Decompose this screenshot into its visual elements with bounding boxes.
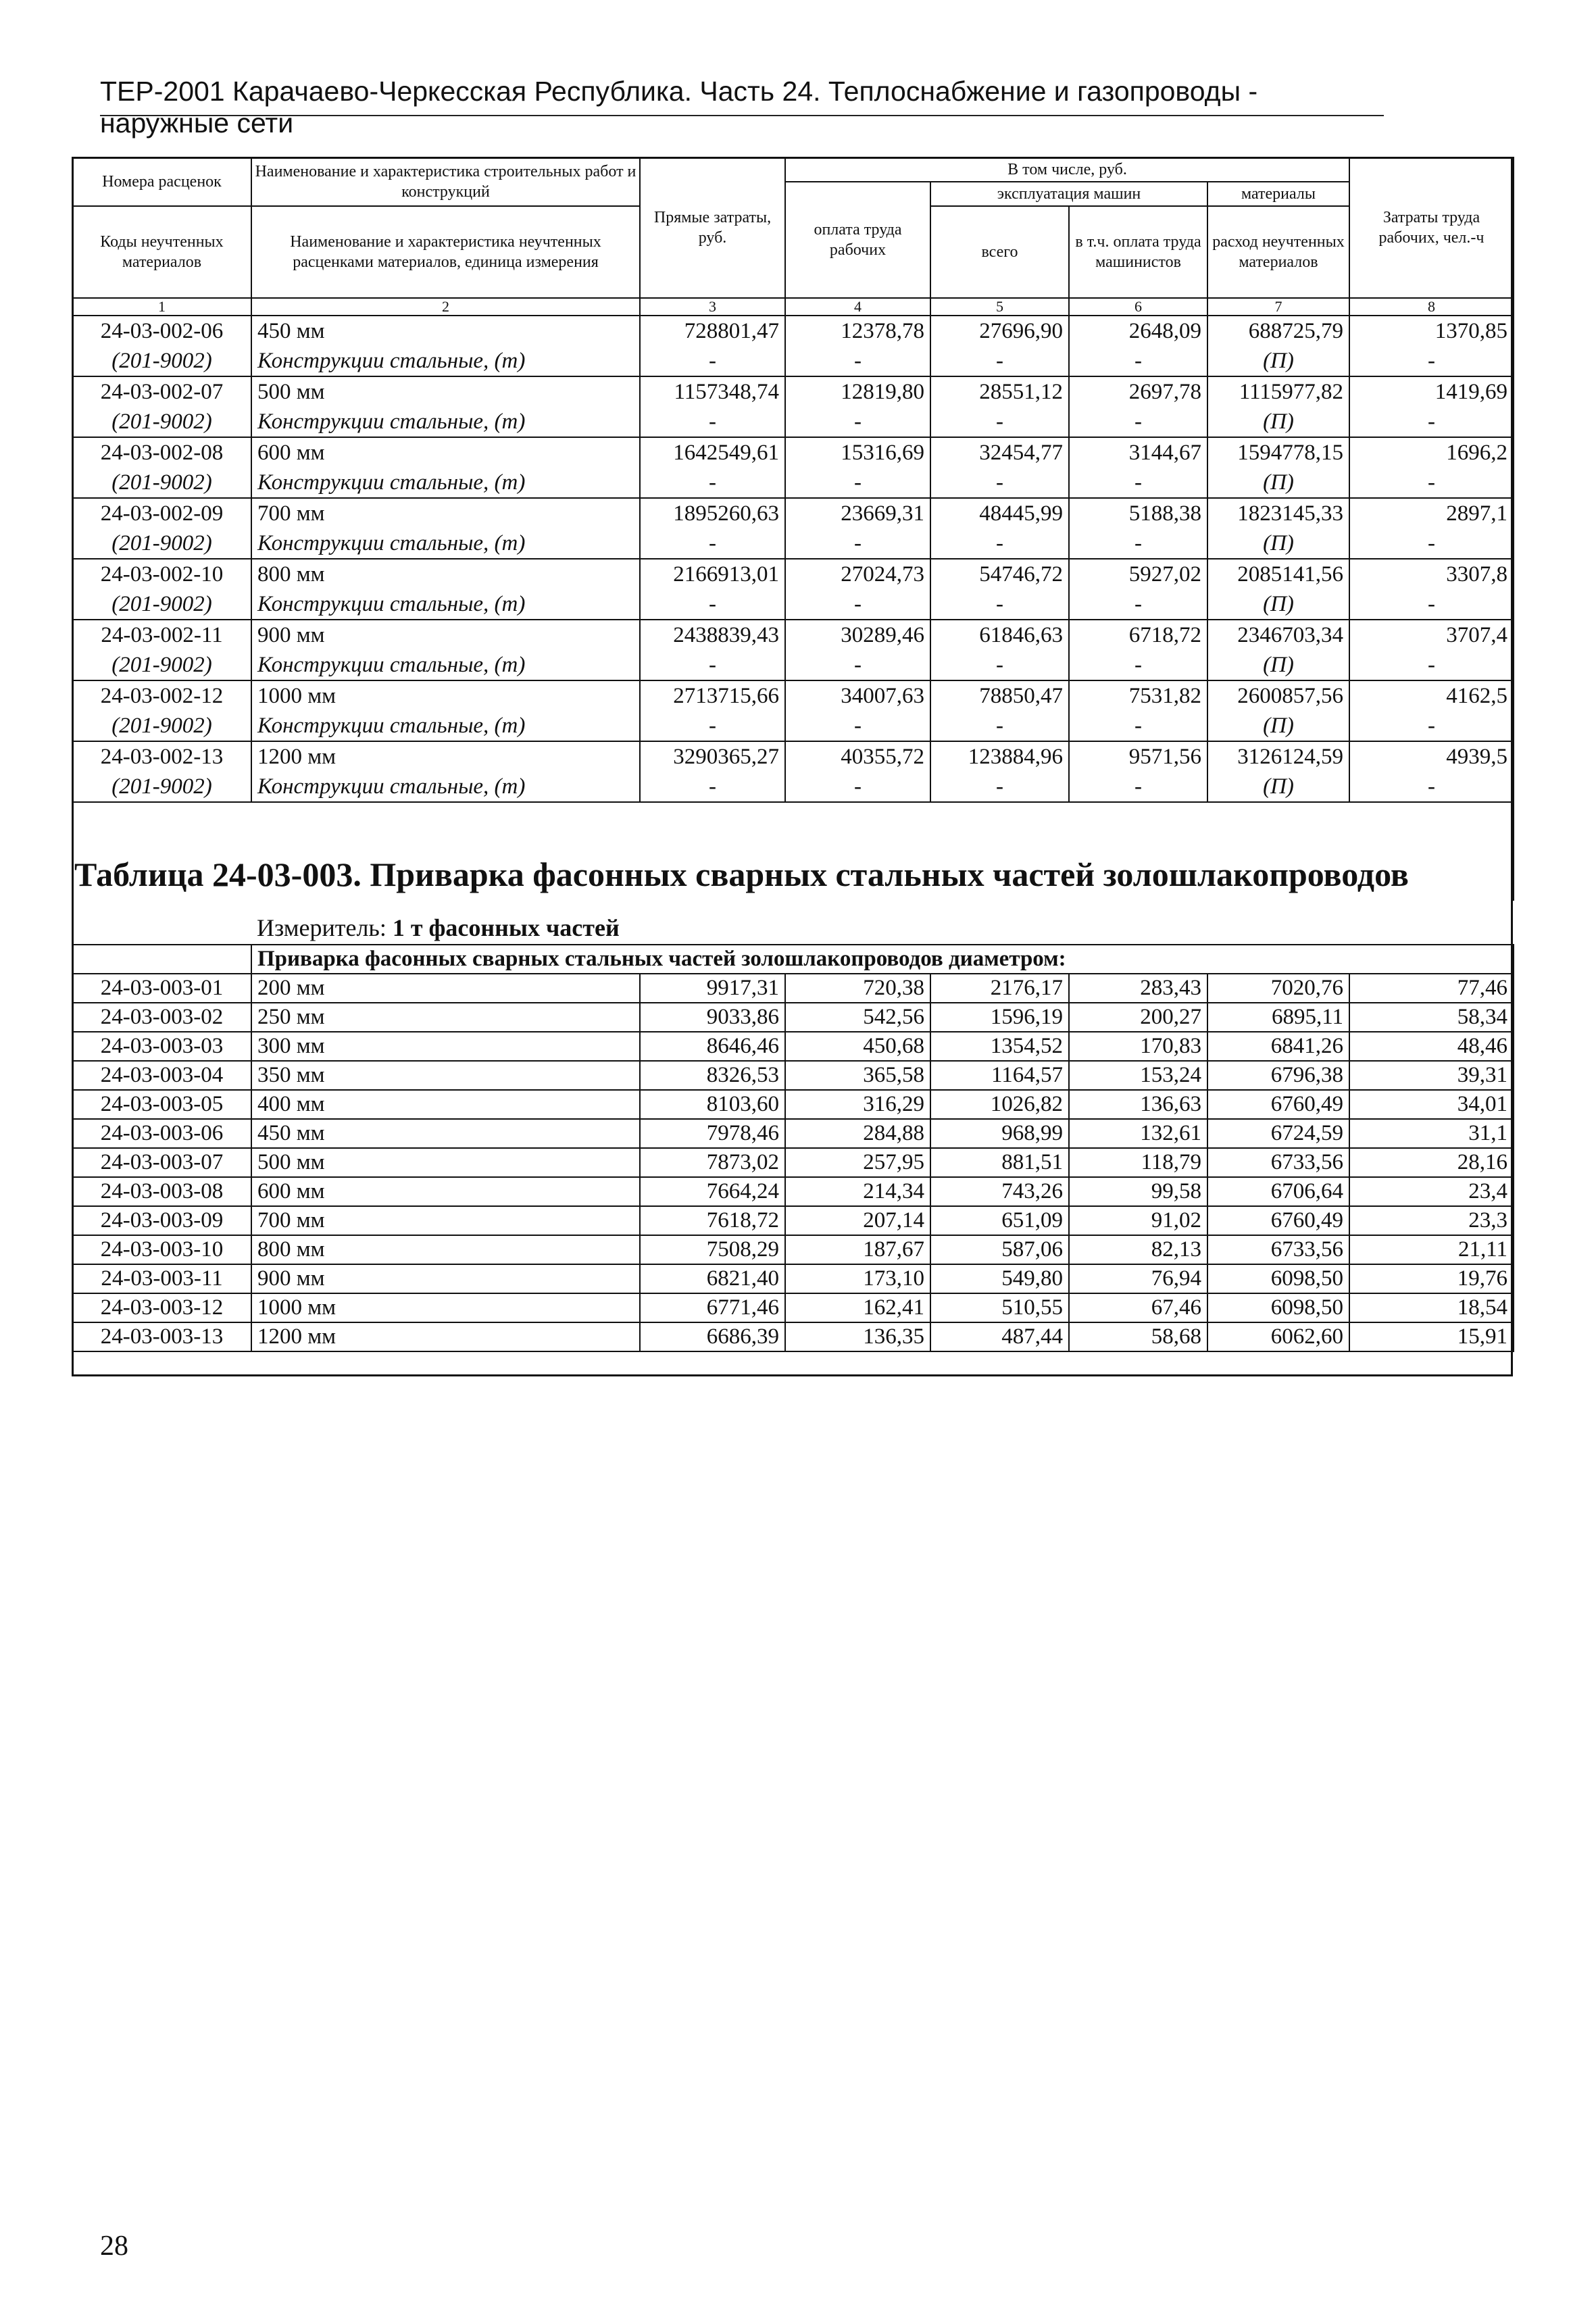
rate-code: 24-03-002-11 xyxy=(72,620,251,650)
direct-cost: 8326,53 xyxy=(640,1061,785,1090)
col-number: 6 xyxy=(1069,298,1207,316)
table-row xyxy=(72,1090,1514,1119)
rate-name: 600 мм xyxy=(251,1177,640,1206)
labor-hours: 3707,4 xyxy=(1349,620,1514,650)
material-name: Конструкции стальные, (т) xyxy=(251,468,640,498)
table-row xyxy=(72,1032,1514,1061)
dash-value: - xyxy=(1349,589,1514,620)
labor-hours: 3307,8 xyxy=(1349,559,1514,589)
col-number: 8 xyxy=(1349,298,1514,316)
dash-value: - xyxy=(1349,528,1514,559)
rate-name: 250 мм xyxy=(251,1003,640,1032)
table-24-03-003-title: Таблица 24-03-003. Приварка фасонных сварных стальных частей золошлакопроводов xyxy=(74,855,1409,893)
dash-value: - xyxy=(640,589,785,620)
labor-hours: 31,1 xyxy=(1349,1119,1514,1148)
labor-cost: 187,67 xyxy=(785,1235,930,1264)
rate-name: 700 мм xyxy=(251,498,640,528)
table-row xyxy=(72,741,1514,772)
material-name: Конструкции стальные, (т) xyxy=(251,711,640,741)
measure-unit-label: Измеритель: xyxy=(257,914,393,941)
rate-name: 200 мм xyxy=(251,974,640,1003)
rate-code: 24-03-003-11 xyxy=(72,1264,251,1293)
rate-name: 500 мм xyxy=(251,376,640,407)
material-code: (201-9002) xyxy=(72,407,251,437)
labor-cost: 257,95 xyxy=(785,1148,930,1177)
dash-value: - xyxy=(1069,589,1207,620)
dash-value: - xyxy=(640,346,785,376)
machine-cost: 48445,99 xyxy=(930,498,1069,528)
col-number: 5 xyxy=(930,298,1069,316)
machine-cost: 881,51 xyxy=(930,1148,1069,1177)
labor-hours: 34,01 xyxy=(1349,1090,1514,1119)
direct-cost: 7618,72 xyxy=(640,1206,785,1235)
dash-value: - xyxy=(1069,407,1207,437)
col-number: 1 xyxy=(72,298,251,316)
material-code: (201-9002) xyxy=(72,468,251,498)
rate-name: 350 мм xyxy=(251,1061,640,1090)
labor-hours: 58,34 xyxy=(1349,1003,1514,1032)
machine-cost: 61846,63 xyxy=(930,620,1069,650)
dash-value: - xyxy=(1069,650,1207,680)
labor-cost: 542,56 xyxy=(785,1003,930,1032)
material-subrow xyxy=(72,711,1514,741)
material-price-note: (П) xyxy=(1207,711,1349,741)
rate-code: 24-03-003-04 xyxy=(72,1061,251,1090)
rate-code: 24-03-003-02 xyxy=(72,1003,251,1032)
rate-code: 24-03-003-10 xyxy=(72,1235,251,1264)
labor-hours: 18,54 xyxy=(1349,1293,1514,1322)
col7-header: расход неучтенных материалов xyxy=(1207,206,1349,298)
machine-cost: 2176,17 xyxy=(930,974,1069,1003)
rate-code: 24-03-003-06 xyxy=(72,1119,251,1148)
material-cost: 6760,49 xyxy=(1207,1206,1349,1235)
material-cost: 7020,76 xyxy=(1207,974,1349,1003)
material-name: Конструкции стальные, (т) xyxy=(251,346,640,376)
labor-hours: 19,76 xyxy=(1349,1264,1514,1293)
labor-cost: 316,29 xyxy=(785,1090,930,1119)
dash-value: - xyxy=(1349,772,1514,802)
rate-code: 24-03-003-03 xyxy=(72,1032,251,1061)
direct-cost: 6771,46 xyxy=(640,1293,785,1322)
dash-value: - xyxy=(1069,772,1207,802)
material-cost: 2346703,34 xyxy=(1207,620,1349,650)
material-cost: 6706,64 xyxy=(1207,1177,1349,1206)
machine-cost: 487,44 xyxy=(930,1322,1069,1351)
labor-cost: 450,68 xyxy=(785,1032,930,1061)
material-price-note: (П) xyxy=(1207,772,1349,802)
material-subrow xyxy=(72,772,1514,802)
rate-code: 24-03-002-12 xyxy=(72,680,251,711)
direct-cost: 6821,40 xyxy=(640,1264,785,1293)
direct-cost: 6686,39 xyxy=(640,1322,785,1351)
material-cost: 1594778,15 xyxy=(1207,437,1349,468)
material-cost: 6098,50 xyxy=(1207,1293,1349,1322)
dash-value: - xyxy=(785,589,930,620)
dash-value: - xyxy=(930,589,1069,620)
labor-hours: 1696,2 xyxy=(1349,437,1514,468)
labor-cost: 173,10 xyxy=(785,1264,930,1293)
material-name: Конструкции стальные, (т) xyxy=(251,650,640,680)
col3-header: Прямые затраты, руб. xyxy=(640,157,785,298)
machinist-cost: 5927,02 xyxy=(1069,559,1207,589)
col-number: 3 xyxy=(640,298,785,316)
labor-cost: 12819,80 xyxy=(785,376,930,407)
labor-hours: 1370,85 xyxy=(1349,316,1514,346)
machinist-cost: 58,68 xyxy=(1069,1322,1207,1351)
material-subrow xyxy=(72,407,1514,437)
labor-cost: 27024,73 xyxy=(785,559,930,589)
material-cost: 6724,59 xyxy=(1207,1119,1349,1148)
direct-cost: 2438839,43 xyxy=(640,620,785,650)
table-row xyxy=(72,1177,1514,1206)
rate-code: 24-03-002-09 xyxy=(72,498,251,528)
rate-name: 1200 мм xyxy=(251,741,640,772)
table-row xyxy=(72,437,1514,468)
material-code: (201-9002) xyxy=(72,346,251,376)
machine-cost: 651,09 xyxy=(930,1206,1069,1235)
direct-cost: 7508,29 xyxy=(640,1235,785,1264)
material-price-note: (П) xyxy=(1207,346,1349,376)
direct-cost: 2713715,66 xyxy=(640,680,785,711)
dash-value: - xyxy=(785,528,930,559)
direct-cost: 7978,46 xyxy=(640,1119,785,1148)
material-subrow xyxy=(72,528,1514,559)
rate-name: 800 мм xyxy=(251,1235,640,1264)
table-row xyxy=(72,559,1514,589)
rate-name: 450 мм xyxy=(251,316,640,346)
material-name: Конструкции стальные, (т) xyxy=(251,407,640,437)
material-name: Конструкции стальные, (т) xyxy=(251,772,640,802)
labor-hours: 21,11 xyxy=(1349,1235,1514,1264)
rates-002-body xyxy=(72,316,1514,802)
rate-code: 24-03-002-10 xyxy=(72,559,251,589)
material-cost: 6895,11 xyxy=(1207,1003,1349,1032)
machinist-cost: 170,83 xyxy=(1069,1032,1207,1061)
page-header-title: ТЕР-2001 Карачаево-Черкесская Республика. Часть 24. Теплоснабжение и газопроводы - наружные сети xyxy=(100,76,1258,139)
dash-value: - xyxy=(785,468,930,498)
col1-top-header: Номера расценок xyxy=(72,157,251,206)
table-subtitle: Приварка фасонных сварных стальных частей золошлакопроводов диаметром: xyxy=(251,945,1514,974)
table-row xyxy=(72,974,1514,1003)
col5-header: всего xyxy=(930,206,1069,298)
labor-hours: 23,3 xyxy=(1349,1206,1514,1235)
material-cost: 6733,56 xyxy=(1207,1148,1349,1177)
machinist-cost: 99,58 xyxy=(1069,1177,1207,1206)
dash-value: - xyxy=(930,772,1069,802)
machinist-cost: 9571,56 xyxy=(1069,741,1207,772)
table-row xyxy=(72,498,1514,528)
labor-hours: 1419,69 xyxy=(1349,376,1514,407)
machine-cost: 1354,52 xyxy=(930,1032,1069,1061)
material-price-note: (П) xyxy=(1207,589,1349,620)
table-row xyxy=(72,1322,1514,1351)
table-row xyxy=(72,680,1514,711)
machine-cost: 32454,77 xyxy=(930,437,1069,468)
direct-cost: 7873,02 xyxy=(640,1148,785,1177)
rate-name: 1000 мм xyxy=(251,1293,640,1322)
dash-value: - xyxy=(1349,346,1514,376)
material-cost: 6796,38 xyxy=(1207,1061,1349,1090)
labor-cost: 34007,63 xyxy=(785,680,930,711)
material-name: Конструкции стальные, (т) xyxy=(251,528,640,559)
table-row xyxy=(72,1119,1514,1148)
dash-value: - xyxy=(785,772,930,802)
material-cost: 6062,60 xyxy=(1207,1322,1349,1351)
table-row xyxy=(72,1003,1514,1032)
dash-value: - xyxy=(640,528,785,559)
material-code: (201-9002) xyxy=(72,711,251,741)
machinist-cost: 132,61 xyxy=(1069,1119,1207,1148)
group-header: В том числе, руб. xyxy=(785,157,1349,182)
rate-code: 24-03-003-01 xyxy=(72,974,251,1003)
rate-code: 24-03-003-09 xyxy=(72,1206,251,1235)
machinist-cost: 3144,67 xyxy=(1069,437,1207,468)
direct-cost: 1642549,61 xyxy=(640,437,785,468)
rate-name: 300 мм xyxy=(251,1032,640,1061)
machinist-cost: 5188,38 xyxy=(1069,498,1207,528)
machine-cost: 1164,57 xyxy=(930,1061,1069,1090)
dash-value: - xyxy=(785,711,930,741)
dash-value: - xyxy=(1349,468,1514,498)
header-divider xyxy=(100,115,1384,116)
material-cost: 3126124,59 xyxy=(1207,741,1349,772)
dash-value: - xyxy=(640,407,785,437)
dash-value: - xyxy=(1069,346,1207,376)
direct-cost: 728801,47 xyxy=(640,316,785,346)
direct-cost: 1157348,74 xyxy=(640,376,785,407)
machinist-cost: 153,24 xyxy=(1069,1061,1207,1090)
rate-code: 24-03-002-06 xyxy=(72,316,251,346)
dash-value: - xyxy=(1349,650,1514,680)
material-cost: 6760,49 xyxy=(1207,1090,1349,1119)
material-cost: 2085141,56 xyxy=(1207,559,1349,589)
dash-value: - xyxy=(1349,711,1514,741)
column-numbers-row xyxy=(72,298,1514,316)
labor-cost: 15316,69 xyxy=(785,437,930,468)
material-price-note: (П) xyxy=(1207,407,1349,437)
material-code: (201-9002) xyxy=(72,772,251,802)
rate-code: 24-03-003-08 xyxy=(72,1177,251,1206)
machinist-cost: 76,94 xyxy=(1069,1264,1207,1293)
dash-value: - xyxy=(930,346,1069,376)
material-price-note: (П) xyxy=(1207,468,1349,498)
labor-cost: 365,58 xyxy=(785,1061,930,1090)
labor-hours: 23,4 xyxy=(1349,1177,1514,1206)
direct-cost: 9033,86 xyxy=(640,1003,785,1032)
material-cost: 6733,56 xyxy=(1207,1235,1349,1264)
rates-table-24-03-002 xyxy=(72,157,1514,901)
labor-hours: 15,91 xyxy=(1349,1322,1514,1351)
labor-cost: 12378,78 xyxy=(785,316,930,346)
machine-cost: 510,55 xyxy=(930,1293,1069,1322)
machinist-cost: 200,27 xyxy=(1069,1003,1207,1032)
col-number: 4 xyxy=(785,298,930,316)
machinist-cost: 67,46 xyxy=(1069,1293,1207,1322)
dash-value: - xyxy=(930,650,1069,680)
col4-header: оплата труда рабочих xyxy=(785,182,930,298)
col6-header: в т.ч. оплата труда машинистов xyxy=(1069,206,1207,298)
labor-cost: 214,34 xyxy=(785,1177,930,1206)
labor-cost: 30289,46 xyxy=(785,620,930,650)
material-cost: 1823145,33 xyxy=(1207,498,1349,528)
labor-hours: 28,16 xyxy=(1349,1148,1514,1177)
labor-hours: 77,46 xyxy=(1349,974,1514,1003)
table-row xyxy=(72,316,1514,346)
dash-value: - xyxy=(785,650,930,680)
rate-name: 900 мм xyxy=(251,620,640,650)
material-price-note: (П) xyxy=(1207,528,1349,559)
measure-unit xyxy=(257,914,620,942)
table-row xyxy=(72,376,1514,407)
dash-value: - xyxy=(785,346,930,376)
labor-cost: 40355,72 xyxy=(785,741,930,772)
material-cost: 688725,79 xyxy=(1207,316,1349,346)
dash-value: - xyxy=(640,711,785,741)
labor-cost: 162,41 xyxy=(785,1293,930,1322)
rate-name: 800 мм xyxy=(251,559,640,589)
col2-bottom-header: Наименование и характеристика неучтенных расценками материалов, единица измерения xyxy=(251,206,640,298)
table-row xyxy=(72,1061,1514,1090)
material-cost: 2600857,56 xyxy=(1207,680,1349,711)
rate-name: 500 мм xyxy=(251,1148,640,1177)
rate-name: 600 мм xyxy=(251,437,640,468)
material-cost: 6098,50 xyxy=(1207,1264,1349,1293)
machine-cost: 549,80 xyxy=(930,1264,1069,1293)
dash-value: - xyxy=(785,407,930,437)
machinist-cost: 6718,72 xyxy=(1069,620,1207,650)
machines-header: эксплуатация машин xyxy=(930,182,1207,206)
dash-value: - xyxy=(640,650,785,680)
col-number: 7 xyxy=(1207,298,1349,316)
dash-value: - xyxy=(930,711,1069,741)
labor-hours: 48,46 xyxy=(1349,1032,1514,1061)
dash-value: - xyxy=(1069,528,1207,559)
table-row xyxy=(72,1264,1514,1293)
rate-code: 24-03-003-05 xyxy=(72,1090,251,1119)
rate-code: 24-03-002-07 xyxy=(72,376,251,407)
col2-top-header: Наименование и характеристика строительных работ и конструкций xyxy=(251,157,640,206)
measure-unit-value: 1 т фасонных частей xyxy=(392,914,620,941)
machinist-cost: 91,02 xyxy=(1069,1206,1207,1235)
dash-value: - xyxy=(930,407,1069,437)
direct-cost: 9917,31 xyxy=(640,974,785,1003)
rate-name: 900 мм xyxy=(251,1264,640,1293)
material-subrow xyxy=(72,468,1514,498)
table-row xyxy=(72,1293,1514,1322)
material-code: (201-9002) xyxy=(72,650,251,680)
col1-bottom-header: Коды неучтенных материалов xyxy=(72,206,251,298)
machinist-cost: 2697,78 xyxy=(1069,376,1207,407)
machine-cost: 1596,19 xyxy=(930,1003,1069,1032)
dash-value: - xyxy=(640,468,785,498)
machine-cost: 28551,12 xyxy=(930,376,1069,407)
col-number: 2 xyxy=(251,298,640,316)
rate-name: 1000 мм xyxy=(251,680,640,711)
rate-name: 450 мм xyxy=(251,1119,640,1148)
rate-code: 24-03-003-13 xyxy=(72,1322,251,1351)
material-cost: 6841,26 xyxy=(1207,1032,1349,1061)
material-price-note: (П) xyxy=(1207,650,1349,680)
direct-cost: 1895260,63 xyxy=(640,498,785,528)
dash-value: - xyxy=(930,468,1069,498)
material-name: Конструкции стальные, (т) xyxy=(251,589,640,620)
page-number: 28 xyxy=(100,2231,128,2262)
table-row xyxy=(72,1148,1514,1177)
table-row xyxy=(72,620,1514,650)
direct-cost: 8646,46 xyxy=(640,1032,785,1061)
machinist-cost: 2648,09 xyxy=(1069,316,1207,346)
machinist-cost: 283,43 xyxy=(1069,974,1207,1003)
labor-hours: 4939,5 xyxy=(1349,741,1514,772)
table-row xyxy=(72,1235,1514,1264)
materials-header: материалы xyxy=(1207,182,1349,206)
dash-value: - xyxy=(930,528,1069,559)
labor-hours: 2897,1 xyxy=(1349,498,1514,528)
direct-cost: 3290365,27 xyxy=(640,741,785,772)
labor-cost: 284,88 xyxy=(785,1119,930,1148)
material-code: (201-9002) xyxy=(72,589,251,620)
machine-cost: 123884,96 xyxy=(930,741,1069,772)
material-subrow xyxy=(72,650,1514,680)
table-row xyxy=(72,1206,1514,1235)
labor-cost: 136,35 xyxy=(785,1322,930,1351)
dash-value: - xyxy=(1069,468,1207,498)
machine-cost: 743,26 xyxy=(930,1177,1069,1206)
machinist-cost: 118,79 xyxy=(1069,1148,1207,1177)
rate-code: 24-03-003-12 xyxy=(72,1293,251,1322)
rates-table-24-03-003 xyxy=(72,944,1514,1352)
machine-cost: 587,06 xyxy=(930,1235,1069,1264)
rate-code: 24-03-002-08 xyxy=(72,437,251,468)
rate-code: 24-03-002-13 xyxy=(72,741,251,772)
direct-cost: 8103,60 xyxy=(640,1090,785,1119)
rate-name: 1200 мм xyxy=(251,1322,640,1351)
rate-name: 700 мм xyxy=(251,1206,640,1235)
machinist-cost: 7531,82 xyxy=(1069,680,1207,711)
material-subrow xyxy=(72,346,1514,376)
labor-cost: 720,38 xyxy=(785,974,930,1003)
dash-value: - xyxy=(1069,711,1207,741)
machine-cost: 968,99 xyxy=(930,1119,1069,1148)
dash-value: - xyxy=(640,772,785,802)
direct-cost: 2166913,01 xyxy=(640,559,785,589)
machinist-cost: 82,13 xyxy=(1069,1235,1207,1264)
labor-hours: 4162,5 xyxy=(1349,680,1514,711)
rate-name: 400 мм xyxy=(251,1090,640,1119)
rates-003-body xyxy=(72,974,1514,1351)
machine-cost: 1026,82 xyxy=(930,1090,1069,1119)
material-subrow xyxy=(72,589,1514,620)
machine-cost: 54746,72 xyxy=(930,559,1069,589)
material-code: (201-9002) xyxy=(72,528,251,559)
rate-code: 24-03-003-07 xyxy=(72,1148,251,1177)
machinist-cost: 136,63 xyxy=(1069,1090,1207,1119)
labor-cost: 207,14 xyxy=(785,1206,930,1235)
machine-cost: 78850,47 xyxy=(930,680,1069,711)
material-cost: 1115977,82 xyxy=(1207,376,1349,407)
col8-header: Затраты труда рабочих, чел.-ч xyxy=(1349,157,1514,298)
dash-value: - xyxy=(1349,407,1514,437)
labor-cost: 23669,31 xyxy=(785,498,930,528)
machine-cost: 27696,90 xyxy=(930,316,1069,346)
labor-hours: 39,31 xyxy=(1349,1061,1514,1090)
direct-cost: 7664,24 xyxy=(640,1177,785,1206)
